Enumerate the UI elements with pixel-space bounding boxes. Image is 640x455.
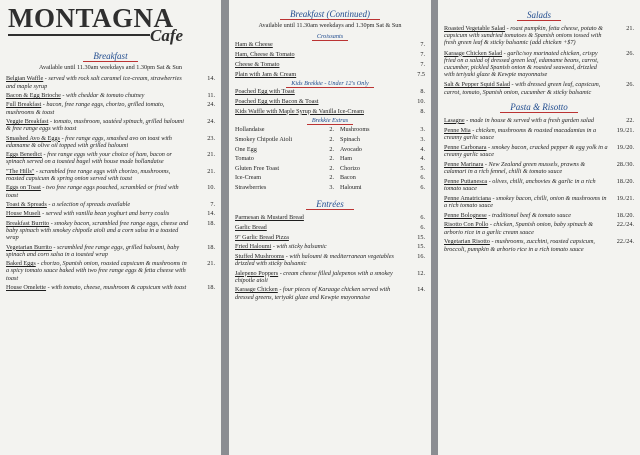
menu-item-text <box>235 41 403 48</box>
menu-item <box>6 75 215 89</box>
menu-item-text <box>235 108 403 115</box>
menu-item-price: 22. <box>626 116 634 124</box>
menu-item-description: - traditional beef & tomato sauce <box>486 211 572 219</box>
menu-item-name: Belgian Waffle <box>6 75 44 83</box>
menu-item <box>235 243 425 250</box>
menu-item-text <box>444 212 612 219</box>
menu-item-price: 10. <box>207 184 215 192</box>
extra-price: 4. <box>420 145 425 153</box>
salads-list <box>444 25 634 96</box>
extra-price: 2. <box>329 155 334 163</box>
menu-item-text <box>235 98 403 105</box>
menu-item-name: Jalepeno Poppers <box>235 269 279 277</box>
menu-item-text <box>6 260 193 282</box>
breakfast-continued-title: Breakfast (Continued) <box>235 8 425 20</box>
menu-item <box>6 220 215 242</box>
menu-item-text <box>6 101 193 115</box>
menu-item-price: 8. <box>420 107 425 115</box>
menu-item-text <box>235 270 403 284</box>
breakfast-list <box>6 75 215 291</box>
menu-item-text <box>235 224 403 231</box>
menu-item-text <box>235 253 403 267</box>
menu-item-price: 7. <box>420 60 425 68</box>
menu-item-description: - chicken, mushrooms & roasted macadamias in a creamy garlic sauce <box>444 126 597 141</box>
menu-item <box>6 184 215 198</box>
menu-item-text <box>444 117 612 124</box>
extra-price: 4. <box>420 155 425 163</box>
entrees-title: Entrées <box>235 198 425 210</box>
menu-item-name: Karaage Chicken <box>235 286 278 294</box>
menu-item <box>235 234 425 241</box>
menu-item-name: Garlic Bread <box>235 224 267 232</box>
menu-item <box>6 260 215 282</box>
menu-item-description: - garlic/soy marinated chicken, crispy fried on a salad of dressed green leaf, edamame beans, carrot, cucumber, pickled Spanish onion & roasted seaweed, drizzled with teriyaki glaze & Kewpie mayonnaise <box>444 49 599 79</box>
extra-price: 2. <box>329 174 334 182</box>
menu-item-text <box>444 144 612 158</box>
menu-item <box>235 253 425 267</box>
brekkie-extras-title: Brekkie Extras <box>235 117 425 124</box>
menu-item-price: 14. <box>417 286 425 294</box>
menu-item-text <box>235 243 403 250</box>
menu-item <box>6 135 215 149</box>
extra-name: Ham <box>340 155 353 163</box>
menu-item-price: 22./24. <box>616 221 634 229</box>
menu-item-text <box>6 184 193 198</box>
menu-item <box>6 168 215 182</box>
extra-price: 5. <box>420 164 425 172</box>
logo-main-text: MONTAGNA <box>8 3 174 33</box>
menu-item-name: Salt & Pepper Squid Salad <box>444 81 510 89</box>
breakfast-title: Breakfast <box>6 50 215 62</box>
menu-item-name: Toast & Spreads <box>6 200 47 208</box>
menu-item-price: 7. <box>420 51 425 59</box>
cafe-logo <box>0 0 221 50</box>
extra-price: 3. <box>329 183 334 191</box>
menu-item-name: Penne Carbonara <box>444 143 487 151</box>
extra-name: Tomato <box>235 155 254 163</box>
menu-item-description: - made in house & served with a fresh garden salad <box>464 116 594 124</box>
extra-name: Avocado <box>340 145 362 153</box>
extra-price: 6. <box>420 174 425 182</box>
menu-item-price: 15. <box>417 243 425 251</box>
menu-item-description: - scrambled free range eggs with chorizo, mushrooms, roasted capsicum & spring onion served with toast <box>6 167 171 182</box>
menu-item-description: - tomato, mushroom, sautéed spinach, grilled haloumi & free range eggs with toast <box>6 117 184 133</box>
menu-item <box>444 50 634 79</box>
menu-item-name: Karaage Chicken Salad <box>444 49 503 57</box>
menu-item-price: 18. <box>207 283 215 291</box>
menu-item-price: 21. <box>207 151 215 159</box>
menu-item-name: Smashed Avo & Eggs <box>6 134 61 142</box>
menu-item-description: - a selection of spreads available <box>46 200 131 208</box>
menu-item <box>444 238 634 252</box>
menu-item-text <box>6 75 193 89</box>
menu-item-text <box>6 168 193 182</box>
menu-item-description: - served with rock salt caramel ice-cream, strawberries and maple syrup <box>6 75 182 90</box>
menu-item-price: 7.5 <box>417 70 425 78</box>
menu-item-price: 26. <box>626 49 634 57</box>
menu-item-text <box>6 92 193 99</box>
menu-item <box>6 210 215 217</box>
menu-item-text <box>235 234 403 241</box>
extra-price: 2. <box>329 135 334 143</box>
menu-item-text <box>235 71 403 78</box>
extra-name: Mushrooms <box>340 126 370 134</box>
menu-item-price: 19./21. <box>616 126 634 134</box>
menu-item <box>444 221 634 235</box>
menu-item-price: 10. <box>417 97 425 105</box>
extra-price: 2. <box>329 164 334 172</box>
menu-item-text <box>444 127 612 141</box>
menu-item-text <box>6 220 193 242</box>
logo-underline <box>8 34 150 36</box>
menu-item-name: Veggie Breakfast <box>6 117 49 125</box>
menu-item <box>444 144 634 158</box>
menu-item-text <box>6 201 193 208</box>
menu-item <box>235 286 425 300</box>
menu-item-text <box>235 286 403 300</box>
menu-item-description: - mushrooms, zucchini, roasted capsicum, broccoli, pumpkin & arborio rice in a rich tomato sauce <box>444 238 595 253</box>
extra-name: Smokey Chipotle Aioli <box>235 135 293 143</box>
menu-item <box>6 101 215 115</box>
menu-item-description: - scrambled free range eggs, grilled haloumi, baby spinach and corn salsa in a toasted wrap <box>6 243 180 258</box>
pasta-risotto-title: Pasta & Risotto <box>444 101 634 113</box>
menu-item-name: Parmesan & Mustard Bread <box>235 214 304 222</box>
menu-item <box>444 178 634 192</box>
menu-item-description: - served with vanilla bean yoghurt and berry coulis <box>40 210 170 218</box>
menu-item-name: Plain with Jam & Cream <box>235 70 297 78</box>
menu-item-price: 19./20. <box>616 143 634 151</box>
menu-item-price: 16. <box>417 252 425 260</box>
menu-item-text <box>235 61 403 68</box>
menu-item <box>444 25 634 47</box>
menu-item-text <box>6 118 193 132</box>
extra-name: Chorizo <box>340 164 360 172</box>
menu-item-price: 23. <box>207 134 215 142</box>
menu-item <box>235 88 425 95</box>
extra-price: 3. <box>420 126 425 134</box>
menu-item-text <box>444 81 612 95</box>
extra-name: One Egg <box>235 145 257 153</box>
extra-name: Ice-Cream <box>235 174 262 182</box>
menu-item-price: 6. <box>420 224 425 232</box>
menu-item-price: 21. <box>207 260 215 268</box>
menu-item-name: 9" Garlic Bread Pizza <box>235 233 289 241</box>
menu-item-name: Fried Haloumi <box>235 243 272 251</box>
menu-item-name: Eggs on Toast <box>6 184 41 192</box>
extra-name: Bacon <box>340 174 356 182</box>
menu-item <box>235 270 425 284</box>
extra-name: Gluten Free Toast <box>235 164 280 172</box>
menu-item-price: 22./24. <box>616 238 634 246</box>
menu-item <box>444 161 634 175</box>
menu-item-name: House Museli <box>6 210 41 218</box>
menu-item <box>6 118 215 132</box>
menu-item-description: - New Zealand green mussels, prawns & calamari in a rich fennel, chilli & tomato sauce <box>444 160 586 175</box>
menu-item-name: Vegetarian Burrito <box>6 243 52 251</box>
menu-item-description: - free range eggs, smashed avo on toast with edamame & olive oil topped with grilled haloumi <box>6 134 172 149</box>
menu-item-name: Penne Puttanesca <box>444 177 488 185</box>
menu-panel-breakfast <box>0 0 221 455</box>
menu-item-price: 15. <box>417 233 425 241</box>
kids-brekkie-list <box>235 88 425 115</box>
menu-item-price: 11. <box>207 92 215 99</box>
menu-item-name: House Omelette <box>6 283 47 291</box>
menu-item-text <box>6 135 193 149</box>
menu-item-text <box>6 210 193 217</box>
menu-item-price: 7. <box>210 200 215 208</box>
menu-item-price: 19./21. <box>616 194 634 202</box>
menu-item-name: Lasagne <box>444 116 465 124</box>
menu-item-name: Poached Egg with Bacon & Toast <box>235 97 319 105</box>
menu-item <box>6 284 215 291</box>
extra-price: 2. <box>329 145 334 153</box>
menu-item-name: Penne Marinara <box>444 160 484 168</box>
menu-item <box>235 214 425 221</box>
menu-item-description: - smokey bacon, chilli, onion & mushrooms in a rich tomato sauce <box>444 194 607 209</box>
menu-item-text <box>444 161 612 175</box>
breakfast-continued-note: Available until 11.30am weekdays and 1.30pm Sat & Sun <box>258 22 402 29</box>
menu-item-description: - roast pumpkin, fetta cheese, potato & capsicum with sundried tomatoes & Spanish onions tossed with fresh green leaf & sticky balsamic (add chicken +$7) <box>444 25 603 47</box>
menu-item <box>235 51 425 58</box>
menu-item-name: Penne Bolognese <box>444 211 487 219</box>
menu-item-description: - with sticky balsamic <box>271 243 327 251</box>
menu-item-price: 21. <box>626 25 634 32</box>
menu-item <box>6 201 215 208</box>
menu-item <box>235 61 425 68</box>
extra-name: Spinach <box>340 135 360 143</box>
menu-item-price: 6. <box>420 214 425 222</box>
menu-item-description: - bacon, free range eggs, chorizo, grilled tomato, mushrooms & toast <box>6 101 165 116</box>
menu-item <box>6 244 215 258</box>
menu-item-price: 28./30. <box>616 160 634 168</box>
croissants-list <box>235 41 425 77</box>
extra-price: 3. <box>420 135 425 143</box>
extra-price: 2. <box>329 126 334 134</box>
menu-item-description: - four pieces of Karaage chicken served with dressed greens, teriyaki glaze and Kewpie mayonnaise <box>235 286 391 301</box>
menu-item-name: Risotto Con Pollo <box>444 221 489 229</box>
menu-item-name: "The Hills" <box>6 167 35 175</box>
menu-item-price: 18./20. <box>616 177 634 185</box>
menu-item-name: Ham, Cheese & Tomato <box>235 51 295 59</box>
extra-name: Hollandaise <box>235 126 265 134</box>
menu-item-text <box>6 244 193 258</box>
menu-item-price: 24. <box>207 101 215 109</box>
menu-item-text <box>444 221 612 235</box>
menu-item-price: 24. <box>207 117 215 125</box>
menu-item-description: - cream cheese filled jalepenos with a smokey chipotle aioli <box>235 269 393 284</box>
menu-item-description: - with cheddar & tomato chutney <box>60 92 145 99</box>
pasta-list <box>444 117 634 253</box>
menu-item-description: - free range eggs with your choice of ham, bacon or spinach served on a toasted bagel with house made hollandaise <box>6 151 172 166</box>
menu-item-text <box>444 25 612 47</box>
menu-item-price: 18. <box>207 219 215 227</box>
menu-item-price: 21. <box>207 167 215 175</box>
menu-item-description: - smokey bacon, scrambled free range eggs, cheese and baby spinach with smokey chipotle aioli and a corn salsa in a toasted wrap <box>6 219 189 242</box>
menu-item-description: - chicken, Spanish onion, baby spinach & arborio rice in a garlic cream sauce <box>444 221 594 236</box>
menu-item-name: Eggs Benedict <box>6 151 42 159</box>
menu-item <box>6 151 215 165</box>
menu-item-name: Breakfast Burrito <box>6 219 50 227</box>
menu-panel-breakfast-continued <box>229 0 431 455</box>
menu-item <box>444 81 634 95</box>
menu-item-text <box>235 88 403 95</box>
extra-name: Strawberries <box>235 183 267 191</box>
entrees-list <box>235 214 425 300</box>
menu-item-price: 14. <box>207 210 215 218</box>
menu-item-name: Poached Egg with Toast <box>235 88 295 96</box>
menu-item-name: Vegetarian Risotto <box>444 238 490 246</box>
extra-price: 6. <box>420 183 425 191</box>
menu-item-description: - with tomato, cheese, mushroom & capsicum with toast <box>46 283 187 291</box>
menu-item-description: - smokey bacon, cracked pepper & egg yolk in a creamy garlic sauce <box>444 143 608 158</box>
menu-item-text <box>444 50 612 79</box>
menu-item-name: Bacon & Egg Brioche <box>6 92 61 99</box>
menu-item-name: Full Breakfast <box>6 101 42 109</box>
menu-item-price: 7. <box>420 41 425 49</box>
menu-item-name: Penne Amatriciana <box>444 194 491 202</box>
menu-item-description: - with haloumi & mediterranean vegetables drizzled with sticky balsamic <box>235 252 394 268</box>
menu-item <box>444 212 634 219</box>
menu-panel-salads-pasta <box>438 0 640 455</box>
menu-item-price: 26. <box>626 81 634 89</box>
menu-item <box>444 127 634 141</box>
menu-item-price: 8. <box>420 88 425 96</box>
menu-item <box>444 117 634 124</box>
salads-title: Salads <box>444 9 634 21</box>
menu-item <box>235 41 425 48</box>
menu-item <box>444 195 634 209</box>
menu-item <box>6 92 215 99</box>
menu-item-price: 14. <box>207 75 215 83</box>
menu-item-name: Kids Waffle with Maple Syrup & Vanilla Ice-Cream <box>235 107 364 115</box>
logo-script-text: Cafe <box>150 26 184 45</box>
menu-item-text <box>235 214 403 221</box>
menu-item-text <box>444 195 612 209</box>
menu-item-name: Stuffed Mushrooms <box>235 252 285 260</box>
brekkie-extras-grid <box>235 125 425 192</box>
menu-item-text <box>6 151 193 165</box>
menu-item-text <box>6 284 193 291</box>
breakfast-availability-note: Available until 11.30am weekdays and 1.30pm Sat & Sun <box>39 64 182 71</box>
menu-item <box>235 108 425 115</box>
menu-item-name: Roasted Vegetable Salad <box>444 25 506 32</box>
menu-item-text <box>235 51 403 58</box>
menu-item <box>235 98 425 105</box>
menu-item-name: Baked Eggs <box>6 260 36 268</box>
extra-name: Haloumi <box>340 183 362 191</box>
menu-item <box>235 224 425 231</box>
menu-item-name: Penne Mia <box>444 126 471 134</box>
menu-item-price: 18./20. <box>616 211 634 219</box>
croissants-title: Croissants <box>235 33 425 40</box>
menu-item-description: - chorizo, Spanish onion, roasted capsicum & mushrooms in a spicy tomato sauce baked with two free range eggs & fetta cheese with toast <box>6 260 187 282</box>
menu-item-name: Ham & Cheese <box>235 41 273 49</box>
kids-brekkie-title: Kids Brekkie - Under 12's Only <box>235 80 425 87</box>
menu-item <box>235 71 425 78</box>
menu-item-name: Cheese & Tomato <box>235 60 280 68</box>
menu-item-text <box>444 238 612 252</box>
menu-item-text <box>444 178 612 192</box>
menu-item-description: - olives, chilli, anchovies & garlic in a rich tomato sauce <box>444 177 596 192</box>
menu-item-price: 18. <box>207 243 215 251</box>
menu-item-description: - with dressed green leaf, capsicum, carrot, tomato, Spanish onion, cucumber & sticky balsamic <box>444 81 601 96</box>
menu-item-description: - two free range eggs poached, scrambled or fried with toast <box>6 184 179 199</box>
menu-item-price: 12. <box>417 269 425 277</box>
